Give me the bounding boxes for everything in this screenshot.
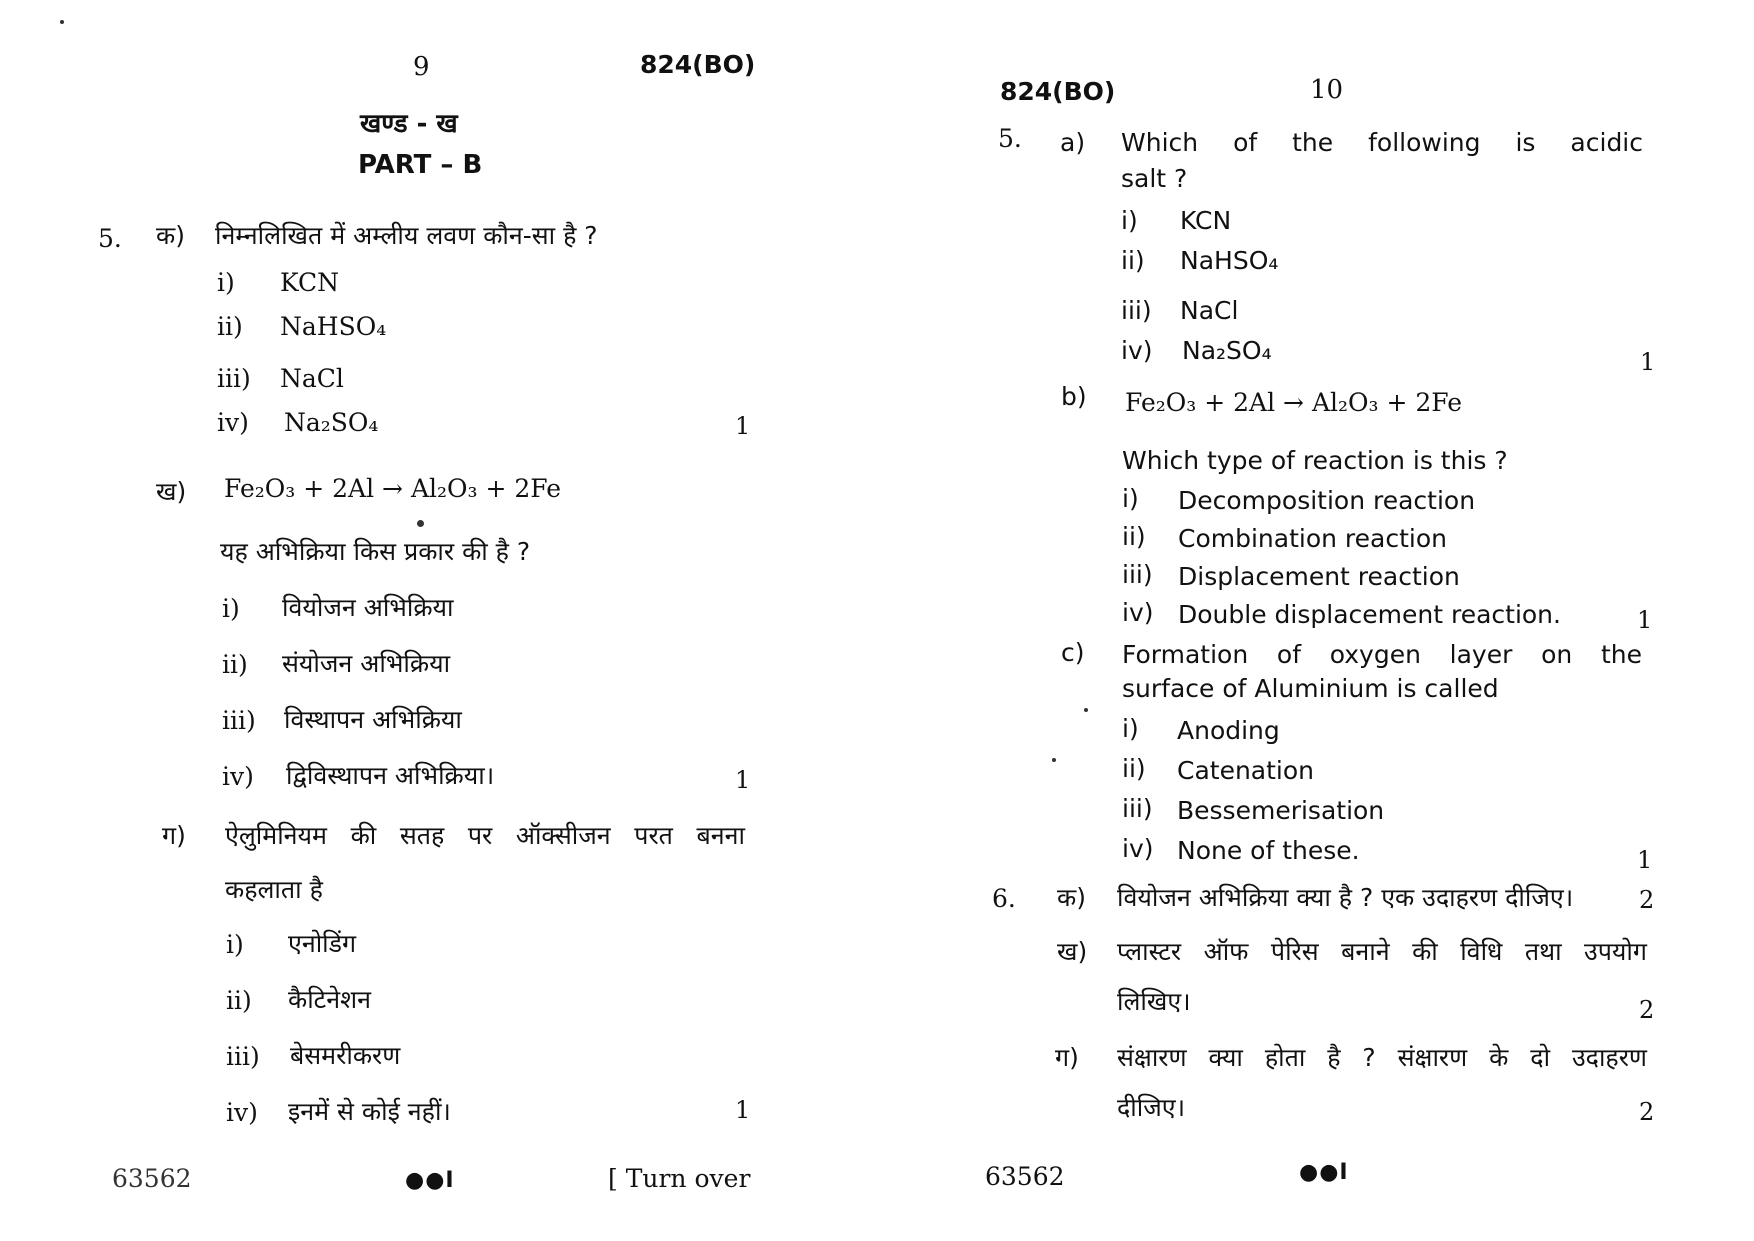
option-text: KCN — [280, 268, 340, 297]
option-label: i) — [1122, 714, 1139, 743]
option-label: i) — [226, 930, 244, 959]
option-label: ii) — [1122, 522, 1146, 551]
option-text: वियोजन अभिक्रिया — [282, 593, 454, 622]
option-text: KCN — [1180, 206, 1232, 235]
option-label: iii) — [1122, 560, 1153, 589]
option-label: ii) — [222, 650, 248, 679]
option-text: Double displacement reaction. — [1178, 600, 1561, 629]
option-text: NaHSO₄ — [1180, 246, 1279, 275]
option-text: NaHSO₄ — [280, 312, 387, 341]
sub-question-label: ग) — [1055, 1043, 1079, 1072]
footer-paper-number: 63562 — [985, 1162, 1065, 1191]
question-number: 6. — [992, 884, 1016, 913]
question-text-line1: Which of the following is acidic — [1121, 128, 1643, 157]
sub-question-label: ग) — [162, 821, 186, 850]
option-text: NaCl — [1180, 296, 1239, 325]
sub-question-label: ख) — [1057, 937, 1088, 966]
option-text: Displacement reaction — [1178, 562, 1460, 591]
option-label: i) — [217, 268, 235, 297]
question-text: निम्नलिखित में अम्लीय लवण कौन-सा है ? — [215, 221, 598, 250]
option-label: ii) — [226, 986, 252, 1015]
page-number: 10 — [1310, 75, 1344, 105]
option-text: Na₂SO₄ — [284, 408, 379, 437]
option-label: iii) — [1122, 794, 1153, 823]
footer-mark: ●●I — [405, 1168, 455, 1193]
question-text-line1: ऐलुमिनियम की सतह पर ऑक्सीजन परत बनना — [225, 821, 745, 850]
footer-paper-number: 63562 — [112, 1164, 192, 1193]
option-label: iv) — [1122, 834, 1154, 863]
option-text: Catenation — [1177, 756, 1315, 785]
marks: 2 — [1639, 996, 1655, 1024]
question-number: 5. — [98, 224, 122, 253]
turn-over-label: [ Turn over — [608, 1164, 751, 1193]
question-text: वियोजन अभिक्रिया क्या है ? एक उदाहरण दीजिए। — [1117, 883, 1574, 912]
option-text: Bessemerisation — [1177, 796, 1385, 825]
sub-question-label: c) — [1061, 638, 1085, 667]
marks: 1 — [735, 1096, 751, 1124]
option-label: iv) — [226, 1098, 258, 1127]
question-text-line2: surface of Aluminium is called — [1122, 674, 1499, 703]
option-label: iv) — [222, 762, 254, 791]
scan-speck — [1084, 708, 1088, 712]
question-text-line1: Formation of oxygen layer on the — [1122, 640, 1642, 669]
question-text-line2: लिखिए। — [1117, 987, 1191, 1016]
section-title-english: PART – B — [358, 150, 483, 180]
footer-mark: ●●I — [1299, 1160, 1349, 1185]
sub-question-label: b) — [1061, 382, 1087, 411]
option-text: Anoding — [1177, 716, 1280, 745]
option-text: एनोडिंग — [288, 929, 357, 958]
option-text: None of these. — [1177, 836, 1360, 865]
option-label: iii) — [222, 706, 256, 735]
question-text: यह अभिक्रिया किस प्रकार की है ? — [220, 537, 531, 566]
question-text-line2: कहलाता है — [225, 875, 323, 904]
paper-code: 824(BO) — [1000, 77, 1116, 106]
option-text: इनमें से कोई नहीं। — [288, 1097, 451, 1126]
option-text: NaCl — [280, 364, 344, 393]
option-label: iii) — [217, 364, 251, 393]
marks: 2 — [1639, 886, 1655, 914]
option-text: कैटिनेशन — [288, 985, 372, 1014]
option-label: i) — [222, 594, 240, 623]
option-label: ii) — [217, 312, 243, 341]
marks: 1 — [735, 766, 751, 794]
option-text: बेसमरीकरण — [290, 1041, 401, 1070]
chemical-equation: Fe₂O₃ + 2Al → Al₂O₃ + 2Fe — [1125, 388, 1463, 417]
marks: 1 — [1637, 846, 1653, 874]
option-label: iv) — [1121, 336, 1153, 365]
question-text-line1: प्लास्टर ऑफ पेरिस बनाने की विधि तथा उपयोग — [1117, 937, 1647, 966]
sub-question-label: ख) — [156, 477, 187, 506]
option-label: i) — [1121, 206, 1138, 235]
option-text: Na₂SO₄ — [1182, 336, 1272, 365]
option-text: संयोजन अभिक्रिया — [282, 649, 451, 678]
section-title-hindi: खण्ड - ख — [360, 109, 458, 139]
sub-question-label: a) — [1060, 128, 1086, 157]
option-label: iv) — [1122, 598, 1154, 627]
question-text-line2: दीजिए। — [1117, 1093, 1186, 1122]
marks: 1 — [735, 412, 751, 440]
question-text: Which type of reaction is this ? — [1122, 446, 1508, 475]
option-text: Decomposition reaction — [1178, 486, 1476, 515]
question-text-line2: salt ? — [1121, 164, 1188, 193]
option-text: द्विविस्थापन अभिक्रिया। — [286, 761, 495, 790]
option-label: iv) — [217, 408, 249, 437]
chemical-equation: Fe₂O₃ + 2Al → Al₂O₃ + 2Fe — [224, 474, 562, 503]
right-page — [877, 0, 1754, 1241]
option-label: iii) — [226, 1042, 260, 1071]
question-number: 5. — [998, 124, 1022, 153]
scan-speck — [1052, 758, 1056, 762]
option-label: ii) — [1121, 246, 1145, 275]
page-number: 9 — [413, 52, 430, 82]
marks: 1 — [1637, 606, 1653, 634]
scan-speck — [60, 20, 64, 24]
option-text: Combination reaction — [1178, 524, 1447, 553]
option-text: विस्थापन अभिक्रिया — [284, 705, 462, 734]
scan-speck — [417, 520, 424, 527]
option-label: iii) — [1121, 296, 1152, 325]
sub-question-label: क) — [156, 221, 185, 250]
paper-code: 824(BO) — [640, 50, 756, 79]
option-label: i) — [1122, 484, 1139, 513]
option-label: ii) — [1122, 754, 1146, 783]
sub-question-label: क) — [1057, 883, 1086, 912]
question-text-line1: संक्षारण क्या होता है ? संक्षारण के दो उदाहरण — [1117, 1043, 1647, 1072]
marks: 1 — [1640, 348, 1656, 376]
marks: 2 — [1639, 1098, 1655, 1126]
